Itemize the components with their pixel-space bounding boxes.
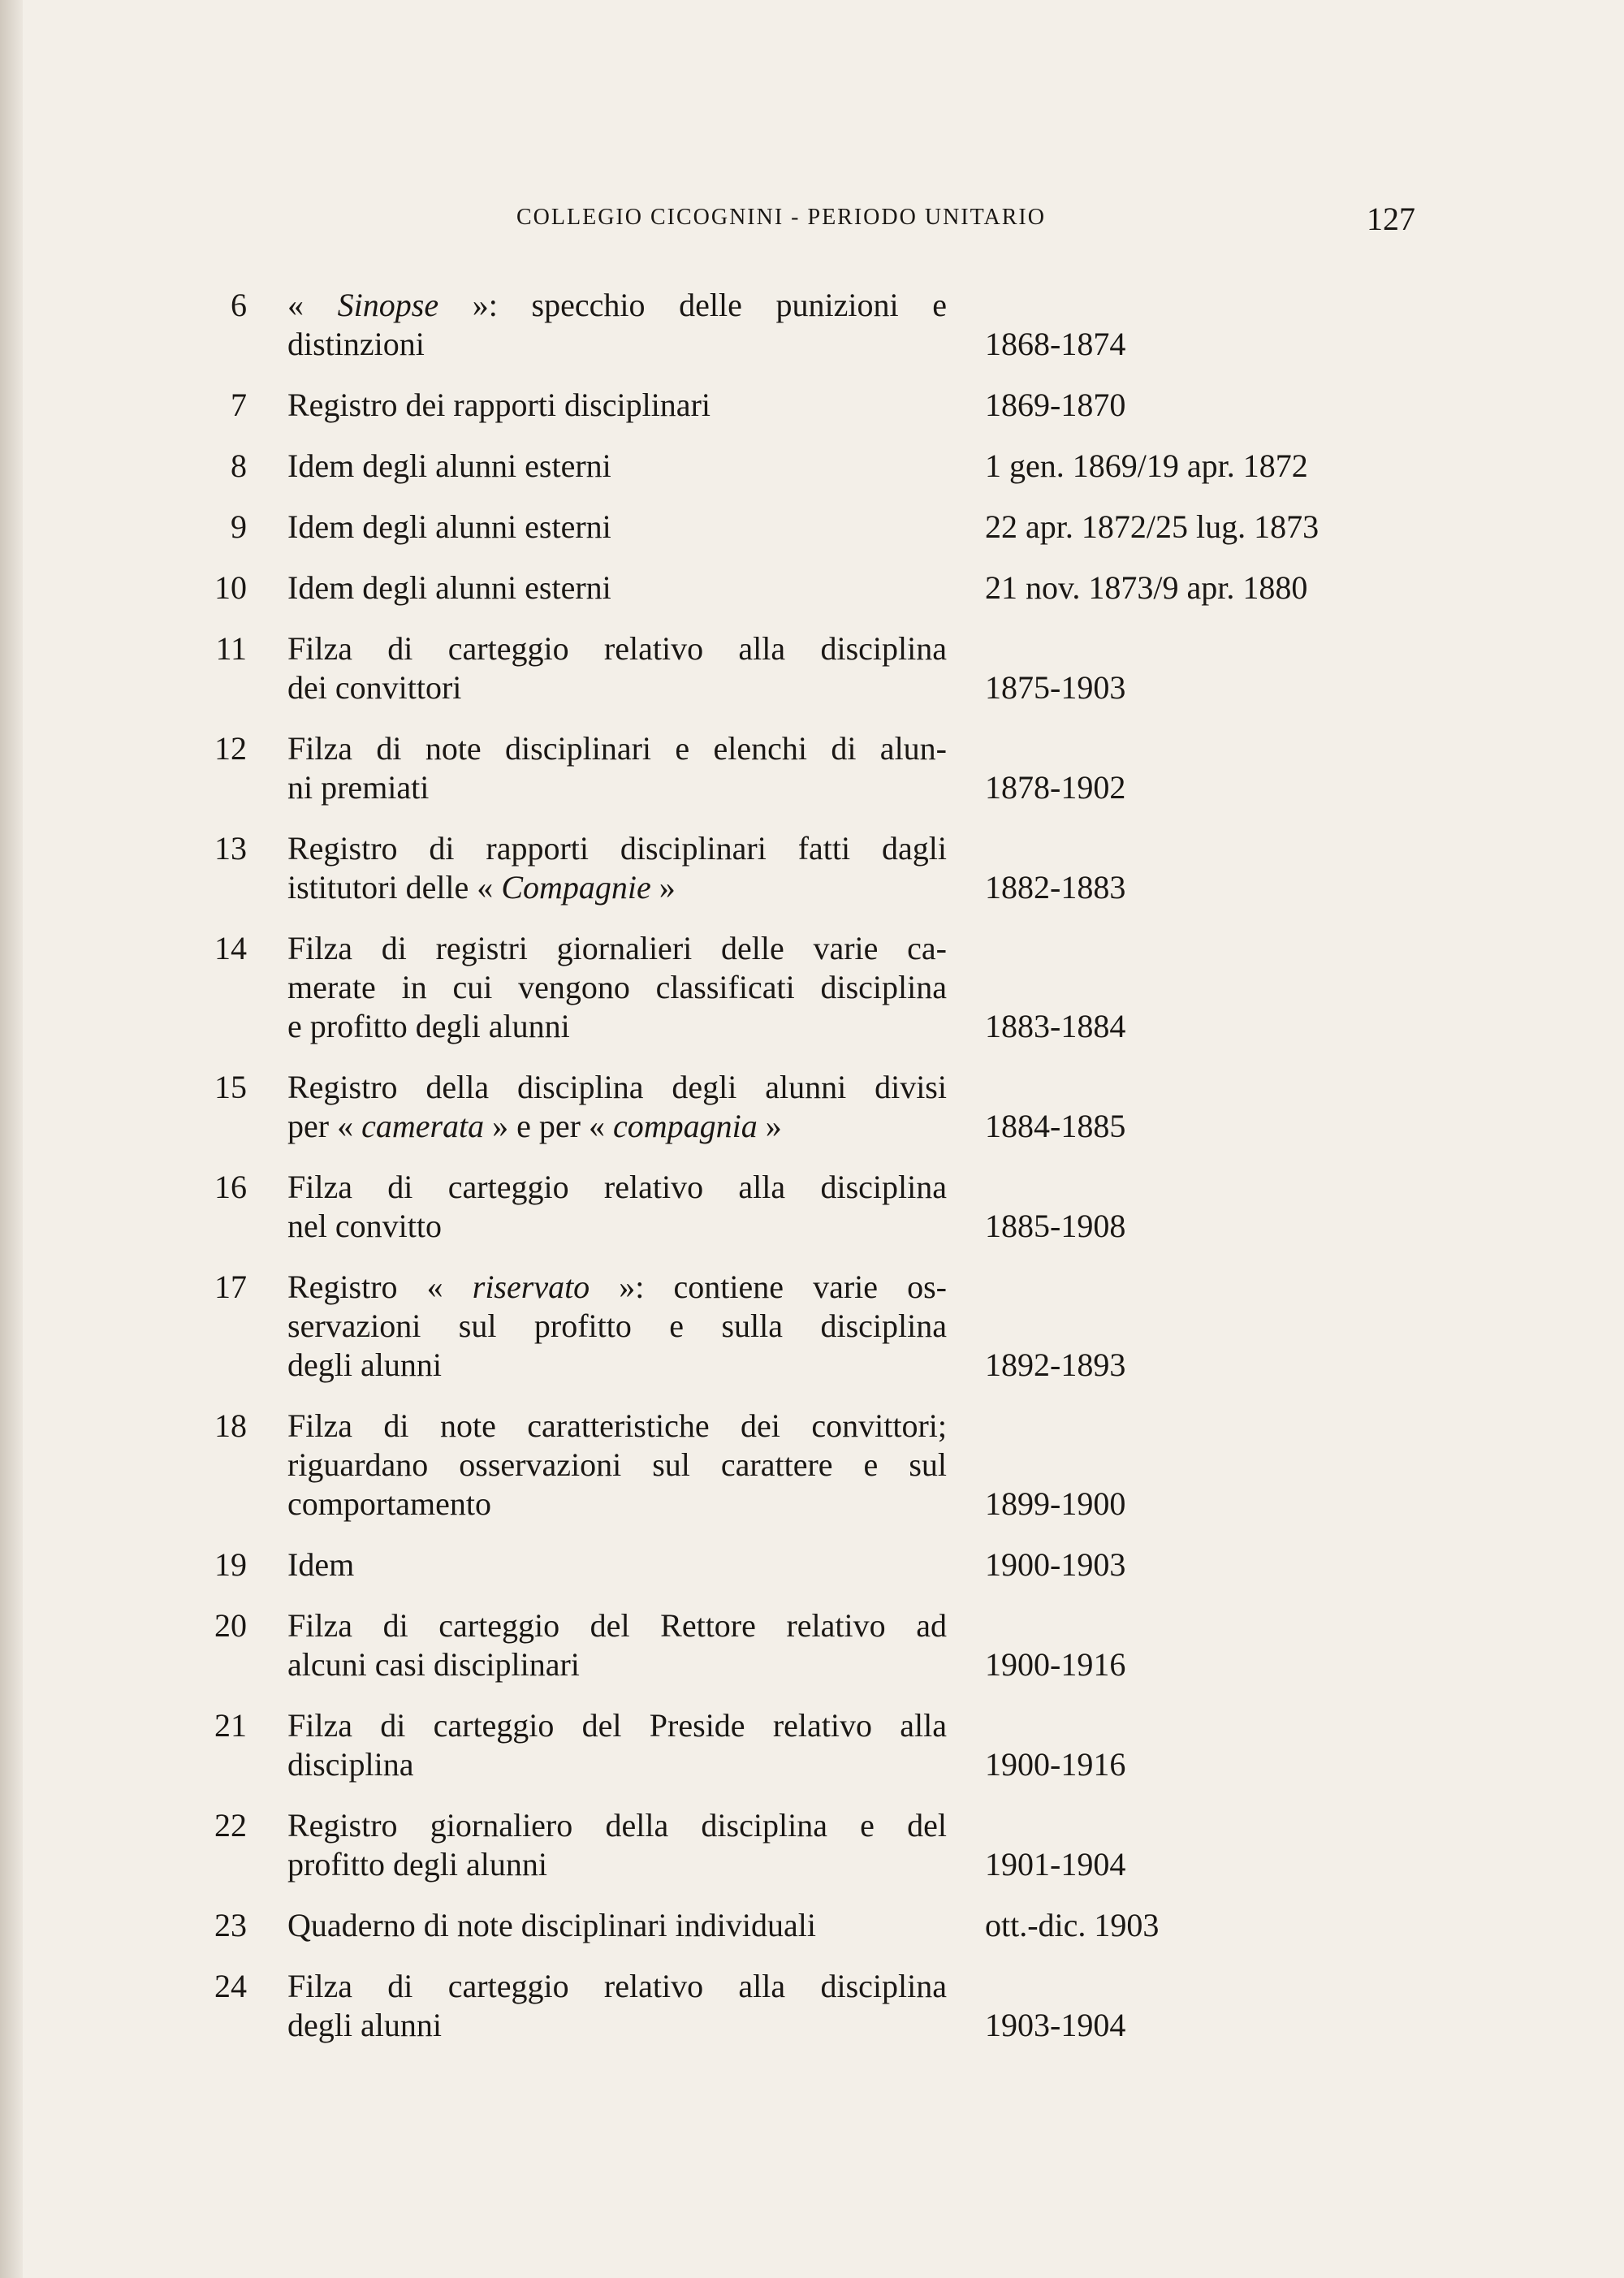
italic-title: riservato (472, 1269, 590, 1305)
inventory-entry (195, 1545, 1429, 1584)
description-line (287, 1485, 947, 1524)
description-line (287, 1545, 947, 1584)
description-line (287, 1806, 947, 1845)
description-line (287, 668, 947, 707)
inventory-entry (195, 1407, 1429, 1524)
description-line (287, 1745, 947, 1784)
entry-number: 23 (214, 1907, 247, 1943)
inventory-entry (195, 1606, 1429, 1684)
description-line (287, 1207, 947, 1246)
entry-number: 8 (231, 447, 247, 484)
text-segment: comportamento (287, 1485, 492, 1522)
entry-date-range: 1885-1908 (985, 1208, 1126, 1244)
italic-title: Sinopse (337, 287, 439, 323)
text-segment: Filza di carteggio del Rettore relativo ad (287, 1607, 947, 1644)
description-line (287, 508, 947, 547)
text-segment: Filza di carteggio relativo alla disciplina (287, 1968, 947, 2004)
text-segment: Idem degli alunni esterni (287, 508, 611, 545)
italic-title: Compagnie (501, 869, 651, 906)
entry-number: 19 (214, 1546, 247, 1583)
text-segment: riguardano osservazioni sul carattere e sul (287, 1446, 947, 1483)
entry-date-range: 1900-1916 (985, 1646, 1126, 1683)
page-header (0, 201, 1624, 245)
entry-date-range: 22 apr. 1872/25 lug. 1873 (985, 508, 1320, 545)
entry-description (287, 829, 947, 907)
text-segment: Idem degli alunni esterni (287, 447, 611, 484)
description-line (287, 1706, 947, 1745)
entry-description (287, 1806, 947, 1884)
inventory-entry (195, 729, 1429, 807)
entry-date-range: 1875-1903 (985, 669, 1126, 706)
entry-date-range: 1878-1902 (985, 769, 1126, 806)
inventory-entry (195, 1168, 1429, 1246)
text-segment: »: contiene varie os- (590, 1269, 948, 1305)
entry-date-range: 1900-1903 (985, 1546, 1126, 1583)
description-line (287, 1967, 947, 2006)
text-segment: Registro dei rapporti disciplinari (287, 387, 710, 423)
entry-description (287, 568, 947, 607)
inventory-entry (195, 1268, 1429, 1385)
entry-date-range: 1899-1900 (985, 1485, 1126, 1522)
description-line (287, 386, 947, 425)
text-segment: alcuni casi disciplinari (287, 1646, 580, 1683)
entry-date-range: ott.-dic. 1903 (985, 1907, 1160, 1943)
entry-number: 10 (214, 569, 247, 606)
entry-description (287, 629, 947, 707)
entry-number: 17 (214, 1269, 247, 1305)
inventory-entry (195, 929, 1429, 1046)
description-line (287, 929, 947, 968)
entry-description (287, 286, 947, 364)
description-line (287, 1107, 947, 1146)
text-segment: Idem (287, 1546, 355, 1583)
description-line (287, 568, 947, 607)
text-segment: Filza di carteggio relativo alla disciplina (287, 630, 947, 667)
text-segment: disciplina (287, 1746, 414, 1783)
inventory-entry (195, 1068, 1429, 1146)
entry-number: 15 (214, 1069, 247, 1105)
text-segment: « (287, 287, 338, 323)
text-segment: istitutori delle « (287, 869, 502, 906)
description-line (287, 447, 947, 486)
description-line (287, 1268, 947, 1307)
text-segment: nel convitto (287, 1208, 442, 1244)
text-segment: Idem degli alunni esterni (287, 569, 611, 606)
entry-date-range: 1901-1904 (985, 1846, 1126, 1882)
description-line (287, 1307, 947, 1346)
entry-description (287, 447, 947, 486)
entry-date-range: 21 nov. 1873/9 apr. 1880 (985, 569, 1308, 606)
entry-description (287, 1967, 947, 2045)
inventory-entry (195, 1706, 1429, 1784)
description-line (287, 968, 947, 1007)
entry-number: 21 (214, 1707, 247, 1744)
text-segment: » (650, 869, 676, 906)
entry-description (287, 1606, 947, 1684)
text-segment: ni premiati (287, 769, 430, 806)
text-segment: » (757, 1108, 782, 1144)
text-segment: » e per « (484, 1108, 613, 1144)
text-segment: »: specchio delle punizioni e (438, 287, 947, 323)
text-segment: Quaderno di note disciplinari individuali (287, 1907, 816, 1943)
inventory-entry (195, 386, 1429, 425)
description-line (287, 1906, 947, 1945)
description-line (287, 729, 947, 768)
inventory-entry (195, 286, 1429, 364)
entry-description (287, 1706, 947, 1784)
text-segment: Filza di registri giornalieri delle varie ca- (287, 930, 947, 966)
entry-number: 14 (214, 930, 247, 966)
text-segment: Registro « (287, 1269, 473, 1305)
entry-number: 11 (215, 630, 247, 667)
text-segment: merate in cui vengono classificati disciplina (287, 969, 947, 1005)
entry-number: 16 (214, 1169, 247, 1205)
italic-title: compagnia (612, 1108, 758, 1144)
entry-description (287, 729, 947, 807)
entry-description (287, 1906, 947, 1945)
text-segment: e profitto degli alunni (287, 1008, 570, 1044)
text-segment: Registro di rapporti disciplinari fatti dagli (287, 830, 947, 867)
description-line (287, 1845, 947, 1884)
entry-description (287, 1068, 947, 1146)
text-segment: distinzioni (287, 326, 425, 362)
entry-date-range: 1892-1893 (985, 1346, 1126, 1383)
entry-description (287, 386, 947, 425)
running-title: COLLEGIO CICOGNINI - PERIODO UNITARIO (516, 205, 1046, 230)
description-line (287, 1606, 947, 1645)
inventory-entry (195, 508, 1429, 547)
description-line (287, 868, 947, 907)
text-segment: dei convittori (287, 669, 462, 706)
description-line (287, 1446, 947, 1485)
italic-title: camerata (361, 1108, 485, 1144)
description-line (287, 1068, 947, 1107)
text-segment: degli alunni (287, 1346, 442, 1383)
description-line (287, 1645, 947, 1684)
inventory-entry (195, 1906, 1429, 1945)
entry-number: 13 (214, 830, 247, 867)
text-segment: servazioni sul profitto e sulla disciplina (287, 1308, 947, 1344)
inventory-entry (195, 629, 1429, 707)
text-segment: profitto degli alunni (287, 1846, 547, 1882)
entry-number: 20 (214, 1607, 247, 1644)
description-line (287, 768, 947, 807)
inventory-entry (195, 447, 1429, 486)
text-segment: Filza di carteggio relativo alla disciplina (287, 1169, 947, 1205)
description-line (287, 1407, 947, 1446)
page-number: 127 (1367, 201, 1415, 237)
description-line (287, 2006, 947, 2045)
entry-date-range: 1883-1884 (985, 1008, 1126, 1044)
description-line (287, 1007, 947, 1046)
inventory-entry (195, 1806, 1429, 1884)
entry-date-range: 1884-1885 (985, 1108, 1126, 1144)
entry-description (287, 508, 947, 547)
description-line (287, 1346, 947, 1385)
entry-date-range: 1869-1870 (985, 387, 1126, 423)
text-segment: Registro giornaliero della disciplina e del (287, 1807, 947, 1844)
entry-number: 7 (231, 387, 247, 423)
entry-number: 18 (214, 1407, 247, 1444)
entry-date-range: 1882-1883 (985, 869, 1126, 906)
entry-number: 22 (214, 1807, 247, 1844)
entry-description (287, 1268, 947, 1385)
text-segment: Filza di carteggio del Preside relativo alla (287, 1707, 947, 1744)
page-spine-shadow (0, 0, 23, 2278)
entry-number: 9 (231, 508, 247, 545)
inventory-entry (195, 1967, 1429, 2045)
entry-date-range: 1868-1874 (985, 326, 1126, 362)
entry-date-range: 1 gen. 1869/19 apr. 1872 (985, 447, 1308, 484)
entry-description (287, 1407, 947, 1524)
text-segment: Filza di note disciplinari e elenchi di alun- (287, 730, 947, 767)
entry-description (287, 929, 947, 1046)
entry-number: 24 (214, 1968, 247, 2004)
text-segment: per « (287, 1108, 362, 1144)
entry-description (287, 1545, 947, 1584)
text-segment: Registro della disciplina degli alunni divisi (287, 1069, 947, 1105)
entry-number: 12 (214, 730, 247, 767)
entry-number: 6 (231, 287, 247, 323)
text-segment: Filza di note caratteristiche dei convittori; (287, 1407, 947, 1444)
description-line (287, 1168, 947, 1207)
inventory-list (195, 286, 1429, 2067)
text-segment: degli alunni (287, 2007, 442, 2043)
inventory-entry (195, 829, 1429, 907)
entry-date-range: 1900-1916 (985, 1746, 1126, 1783)
entry-description (287, 1168, 947, 1246)
inventory-entry (195, 568, 1429, 607)
description-line (287, 325, 947, 364)
entry-date-range: 1903-1904 (985, 2007, 1126, 2043)
description-line (287, 286, 947, 325)
description-line (287, 829, 947, 868)
description-line (287, 629, 947, 668)
